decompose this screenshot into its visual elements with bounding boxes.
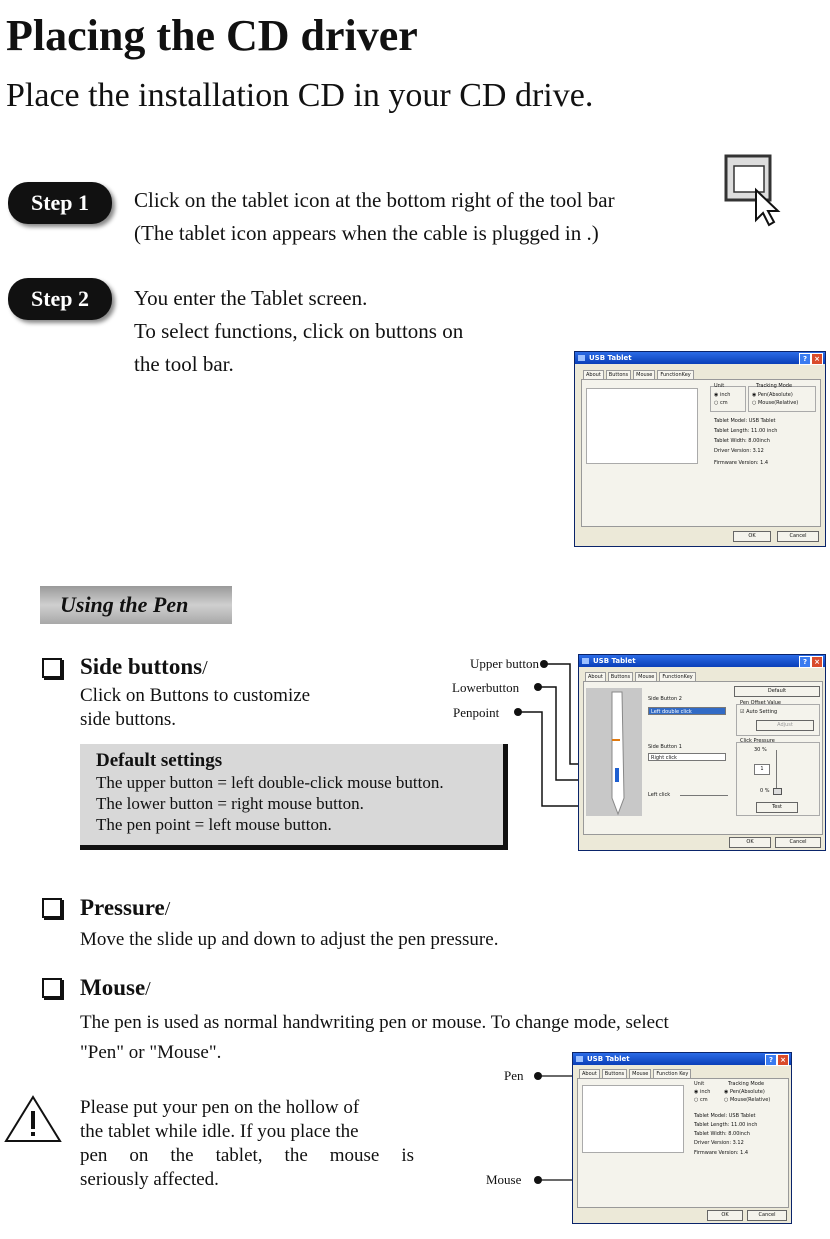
- dialog-panel: Unit ◉ inch ○ cm Tracking Mode ◉ Pen(Absolute) ○ Mouse(Relative) Tablet Model: USB Tablet Tablet Length: 11.00 inch Tablet Width: 8.00inch Driver Version: 3.12 Firmware Version: 1.4: [577, 1078, 789, 1208]
- ok-button[interactable]: OK: [733, 531, 771, 542]
- close-icon[interactable]: ×: [777, 1054, 789, 1066]
- side-buttons-heading: Side buttons/: [80, 654, 208, 679]
- pressure-desc: Move the slide up and down to adjust the pen pressure.: [80, 929, 499, 950]
- adjust-button[interactable]: Adjust: [756, 720, 814, 731]
- callout-dot: [534, 1176, 542, 1184]
- warning-icon: [4, 1094, 62, 1144]
- tab-mouse[interactable]: Mouse: [629, 1069, 651, 1079]
- pressure-heading: Pressure/: [80, 895, 171, 920]
- dialog-panel: Default Side Button 2 Left double click Pen Offset Value ☑ Auto Setting Adjust Side Button 1 Right click Click Pressure 30 % 1 0 % Left click Test: [583, 681, 823, 835]
- ok-button[interactable]: OK: [729, 837, 771, 848]
- checkbox-icon: [42, 898, 62, 918]
- auto-setting-checkbox[interactable]: ☑ Auto Setting: [740, 709, 778, 715]
- tracking-mouse-radio[interactable]: ○ Mouse(Relative): [724, 1097, 771, 1103]
- tab-about[interactable]: About: [579, 1069, 600, 1079]
- tab-mouse[interactable]: Mouse: [633, 370, 655, 380]
- unit-inch-radio[interactable]: ◉ inch: [694, 1089, 711, 1095]
- checkbox-icon: [42, 658, 62, 678]
- dialog-titlebar: USB Tablet ? ×: [573, 1053, 791, 1065]
- tab-about[interactable]: About: [583, 370, 604, 380]
- callout-pen: Pen: [504, 1068, 524, 1083]
- pen-point-line: [680, 795, 728, 796]
- unit-inch-radio[interactable]: ◉ inch: [714, 392, 731, 398]
- tab-buttons[interactable]: Buttons: [606, 370, 631, 380]
- callout-dot: [534, 1072, 542, 1080]
- close-icon[interactable]: ×: [811, 656, 823, 668]
- unit-cm-radio[interactable]: ○ cm: [714, 400, 728, 406]
- step-2-text: You enter the Tablet screen. To select functions, click on buttons on the tool bar.: [134, 286, 464, 376]
- side-button-1-select[interactable]: Right click: [648, 753, 726, 761]
- tablet-dialog-buttons: [578, 654, 826, 851]
- help-icon[interactable]: ?: [765, 1054, 777, 1066]
- default-button[interactable]: Default: [734, 686, 820, 697]
- tab-buttons[interactable]: Buttons: [602, 1069, 627, 1079]
- callout-dot: [540, 660, 548, 668]
- help-icon[interactable]: ?: [799, 353, 811, 365]
- close-icon[interactable]: ×: [811, 353, 823, 365]
- callout-upper-button: Upper button: [470, 656, 539, 671]
- warning-text: Please put your pen on the hollow of the tablet while idle. If you place the pen on the tablet, the mouse is seriously affected.: [80, 1097, 414, 1190]
- dialog-titlebar: USB Tablet ? ×: [579, 655, 825, 667]
- tablet-dialog-about: [574, 351, 826, 547]
- tablet-tray-icon: [724, 154, 784, 228]
- callout-penpoint: Penpoint: [453, 705, 500, 720]
- test-button[interactable]: Test: [756, 802, 798, 813]
- tab-buttons[interactable]: Buttons: [608, 672, 633, 682]
- default-settings-box: Default settings The upper button = left double-click mouse button. The lower button = right mouse button. The pen point = left mouse button.: [80, 744, 508, 850]
- tab-functionkey[interactable]: Function Key: [653, 1069, 691, 1079]
- unit-cm-radio[interactable]: ○ cm: [694, 1097, 708, 1103]
- dialog-panel: Unit ◉ inch ○ cm Tracking Mode ◉ Pen(Absolute) ○ Mouse(Relative) Tablet Model: USB Tablet Tablet Length: 11.00 inch Tablet Width: 8.00inch Driver Version: 3.12 Firmware Version: 1.4: [581, 379, 821, 527]
- callout-mouse: Mouse: [486, 1172, 522, 1187]
- callout-dot: [534, 683, 542, 691]
- pen-image-area: [586, 688, 642, 816]
- tab-functionkey[interactable]: FunctionKey: [659, 672, 695, 682]
- window-icon: [578, 355, 585, 361]
- step-1-badge: Step 1: [8, 182, 112, 224]
- section-banner: Using the Pen: [40, 586, 232, 624]
- dialog-titlebar: USB Tablet ? ×: [575, 352, 825, 364]
- step-2-badge: Step 2: [8, 278, 112, 320]
- pen-icon: [586, 688, 642, 816]
- cancel-button[interactable]: Cancel: [775, 837, 821, 848]
- window-icon: [576, 1056, 583, 1062]
- tab-about[interactable]: About: [585, 672, 606, 682]
- tracking-pen-radio[interactable]: ◉ Pen(Absolute): [724, 1089, 765, 1095]
- checkbox-icon: [42, 978, 62, 998]
- cancel-button[interactable]: Cancel: [777, 531, 819, 542]
- side-button-2-select[interactable]: Left double click: [648, 707, 726, 715]
- callout-dot: [514, 708, 522, 716]
- callout-lower-button: Lowerbutton: [452, 680, 520, 695]
- tab-functionkey[interactable]: FunctionKey: [657, 370, 693, 380]
- side-buttons-desc: Click on Buttons to customize side buttons.: [80, 685, 311, 730]
- mouse-heading: Mouse/: [80, 975, 151, 1000]
- cancel-button[interactable]: Cancel: [747, 1210, 787, 1221]
- window-icon: [582, 658, 589, 664]
- tracking-pen-radio[interactable]: ◉ Pen(Absolute): [752, 392, 793, 398]
- step-1-text: Click on the tablet icon at the bottom right of the tool bar (The tablet icon appears when the cable is plugged in .): [134, 188, 615, 245]
- pressure-level-field[interactable]: 1: [754, 764, 770, 775]
- mouse-desc: The pen is used as normal handwriting pen or mouse. To change mode, select "Pen" or "Mouse".: [80, 1012, 669, 1063]
- page-title: Placing the CD driver: [6, 11, 418, 60]
- ok-button[interactable]: OK: [707, 1210, 743, 1221]
- logo-area: [582, 1085, 684, 1153]
- page-subtitle: Place the installation CD in your CD drive.: [6, 77, 594, 114]
- tab-mouse[interactable]: Mouse: [635, 672, 657, 682]
- help-icon[interactable]: ?: [799, 656, 811, 668]
- tracking-mouse-radio[interactable]: ○ Mouse(Relative): [752, 400, 799, 406]
- pressure-slider-thumb[interactable]: [773, 788, 782, 795]
- tablet-dialog-mouse-mode: [572, 1052, 792, 1224]
- logo-area: [586, 388, 698, 464]
